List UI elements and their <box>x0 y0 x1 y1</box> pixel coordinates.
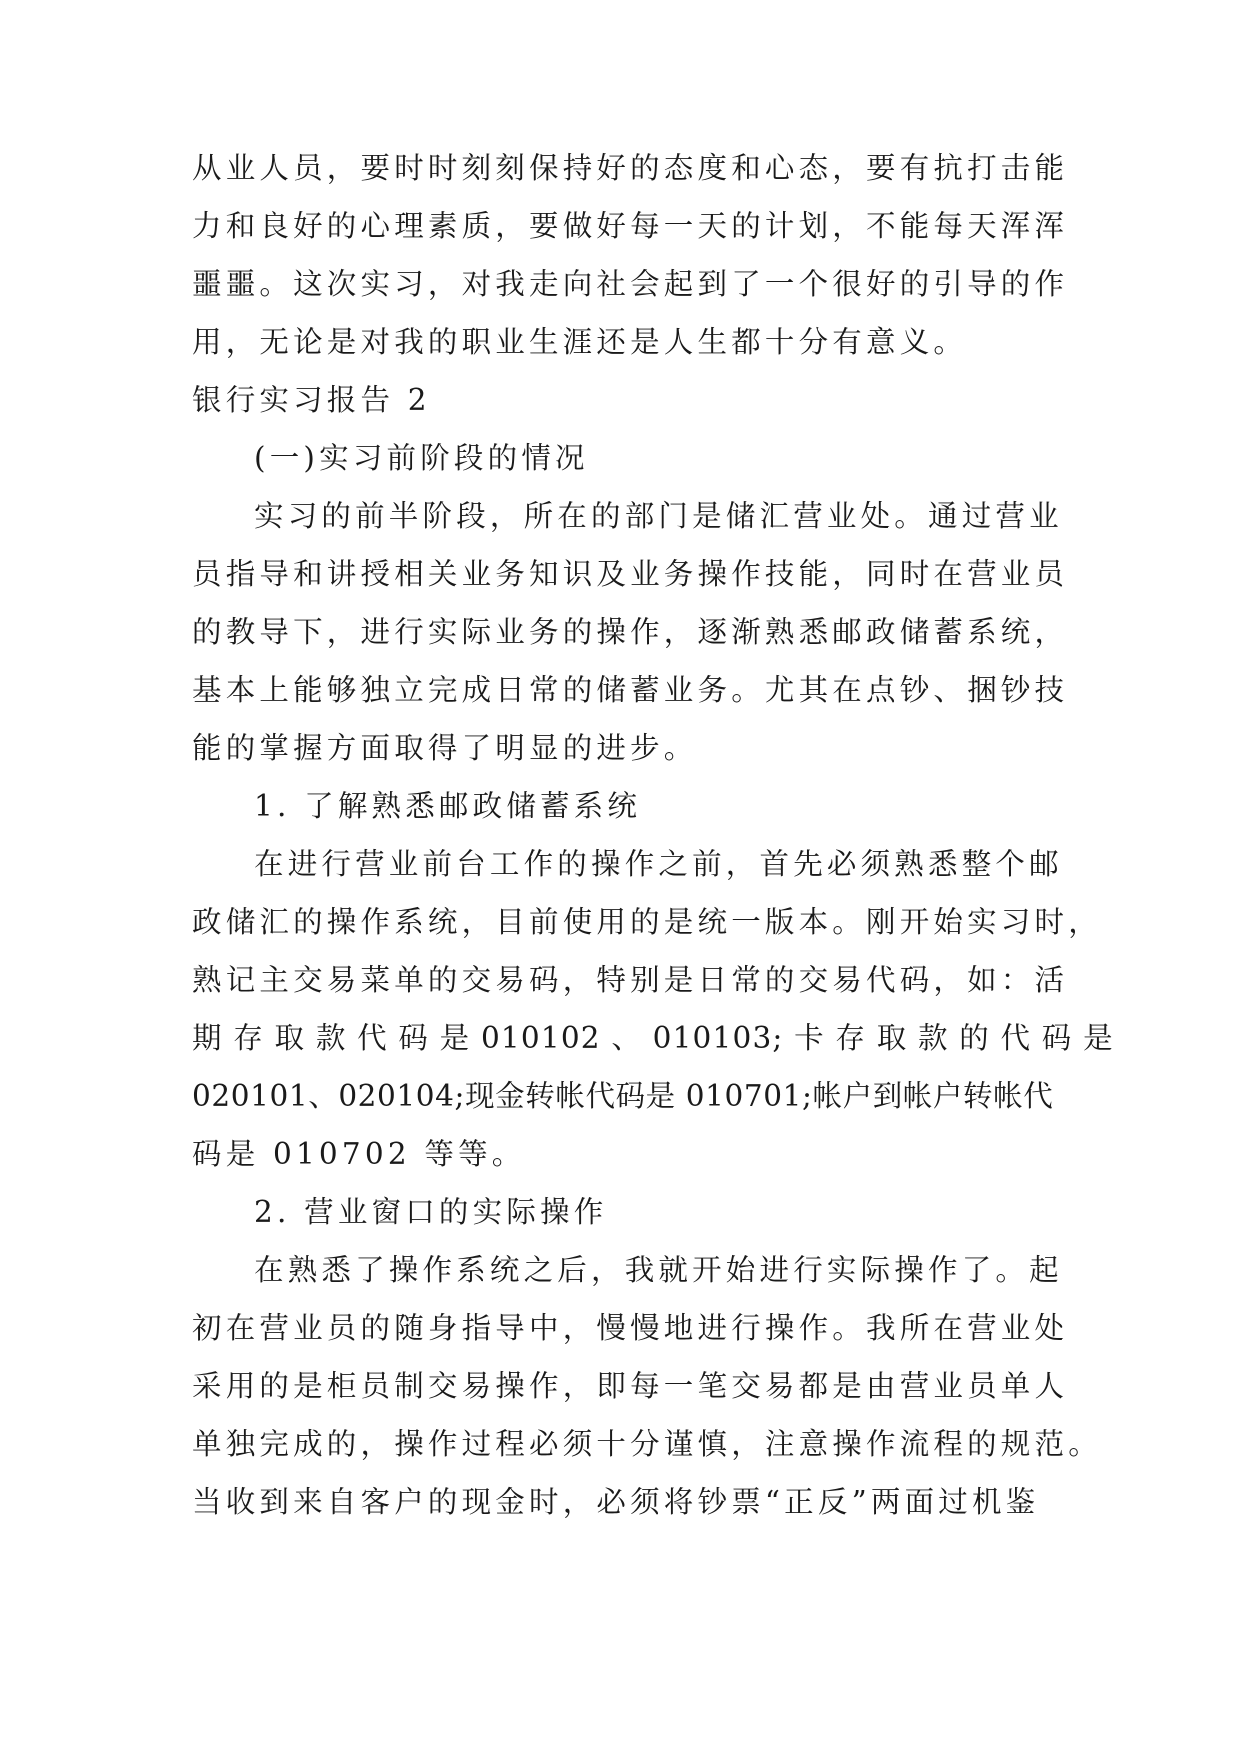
paragraph-line: 从业人员，要时时刻刻保持好的态度和心态，要有抗打击能 <box>192 151 1069 185</box>
paragraph-line: 能的掌握方面取得了明显的进步。 <box>192 731 698 765</box>
paragraph-line: 在熟悉了操作系统之后，我就开始进行实际操作了。起 <box>254 1253 1063 1287</box>
paragraph-line: 在进行营业前台工作的操作之前，首先必须熟悉整个邮 <box>254 847 1063 881</box>
paragraph-line: 力和良好的心理素质，要做好每一天的计划，不能每天浑浑 <box>192 209 1069 243</box>
paragraph-line: 单独完成的，操作过程必须十分谨慎，注意操作流程的规范。 <box>192 1427 1102 1461</box>
section-heading: 银行实习报告 2 <box>192 383 431 417</box>
paragraph-line: 码是 010702 等等。 <box>192 1137 526 1171</box>
paragraph-line: 采用的是柜员制交易操作，即每一笔交易都是由营业员单人 <box>192 1369 1069 1403</box>
paragraph-line: 当收到来自客户的现金时，必须将钞票“正反”两面过机鉴 <box>192 1485 1040 1519</box>
paragraph-line: 020101、020104;现金转帐代码是 010701;帐户到帐户转帐代 <box>192 1079 1054 1113</box>
subsection-heading: 2. 营业窗口的实际操作 <box>254 1195 608 1229</box>
paragraph-line: 政储汇的操作系统，目前使用的是统一版本。刚开始实习时， <box>192 905 1102 939</box>
subsection-heading: 1. 了解熟悉邮政储蓄系统 <box>254 789 642 823</box>
paragraph-line: 基本上能够独立完成日常的储蓄业务。尤其在点钞、捆钞技 <box>192 673 1069 707</box>
paragraph-line: 员指导和讲授相关业务知识及业务操作技能，同时在营业员 <box>192 557 1069 591</box>
paragraph-line: 噩噩。这次实习，对我走向社会起到了一个很好的引导的作 <box>192 267 1069 301</box>
paragraph-line: 用，无论是对我的职业生涯还是人生都十分有意义。 <box>192 325 968 359</box>
paragraph-line: 熟记主交易菜单的交易码，特别是日常的交易代码，如：活 <box>192 963 1069 997</box>
paragraph-line: 实习的前半阶段，所在的部门是储汇营业处。通过营业 <box>254 499 1063 533</box>
subsection-heading: (一)实习前阶段的情况 <box>254 441 589 475</box>
paragraph-line: 期 存 取 款 代 码 是 010102 、 010103; 卡 存 取 款 的 代 码 是 <box>192 1021 1114 1055</box>
paragraph-line: 初在营业员的随身指导中，慢慢地进行操作。我所在营业处 <box>192 1311 1069 1345</box>
paragraph-line: 的教导下，进行实际业务的操作，逐渐熟悉邮政储蓄系统， <box>192 615 1069 649</box>
